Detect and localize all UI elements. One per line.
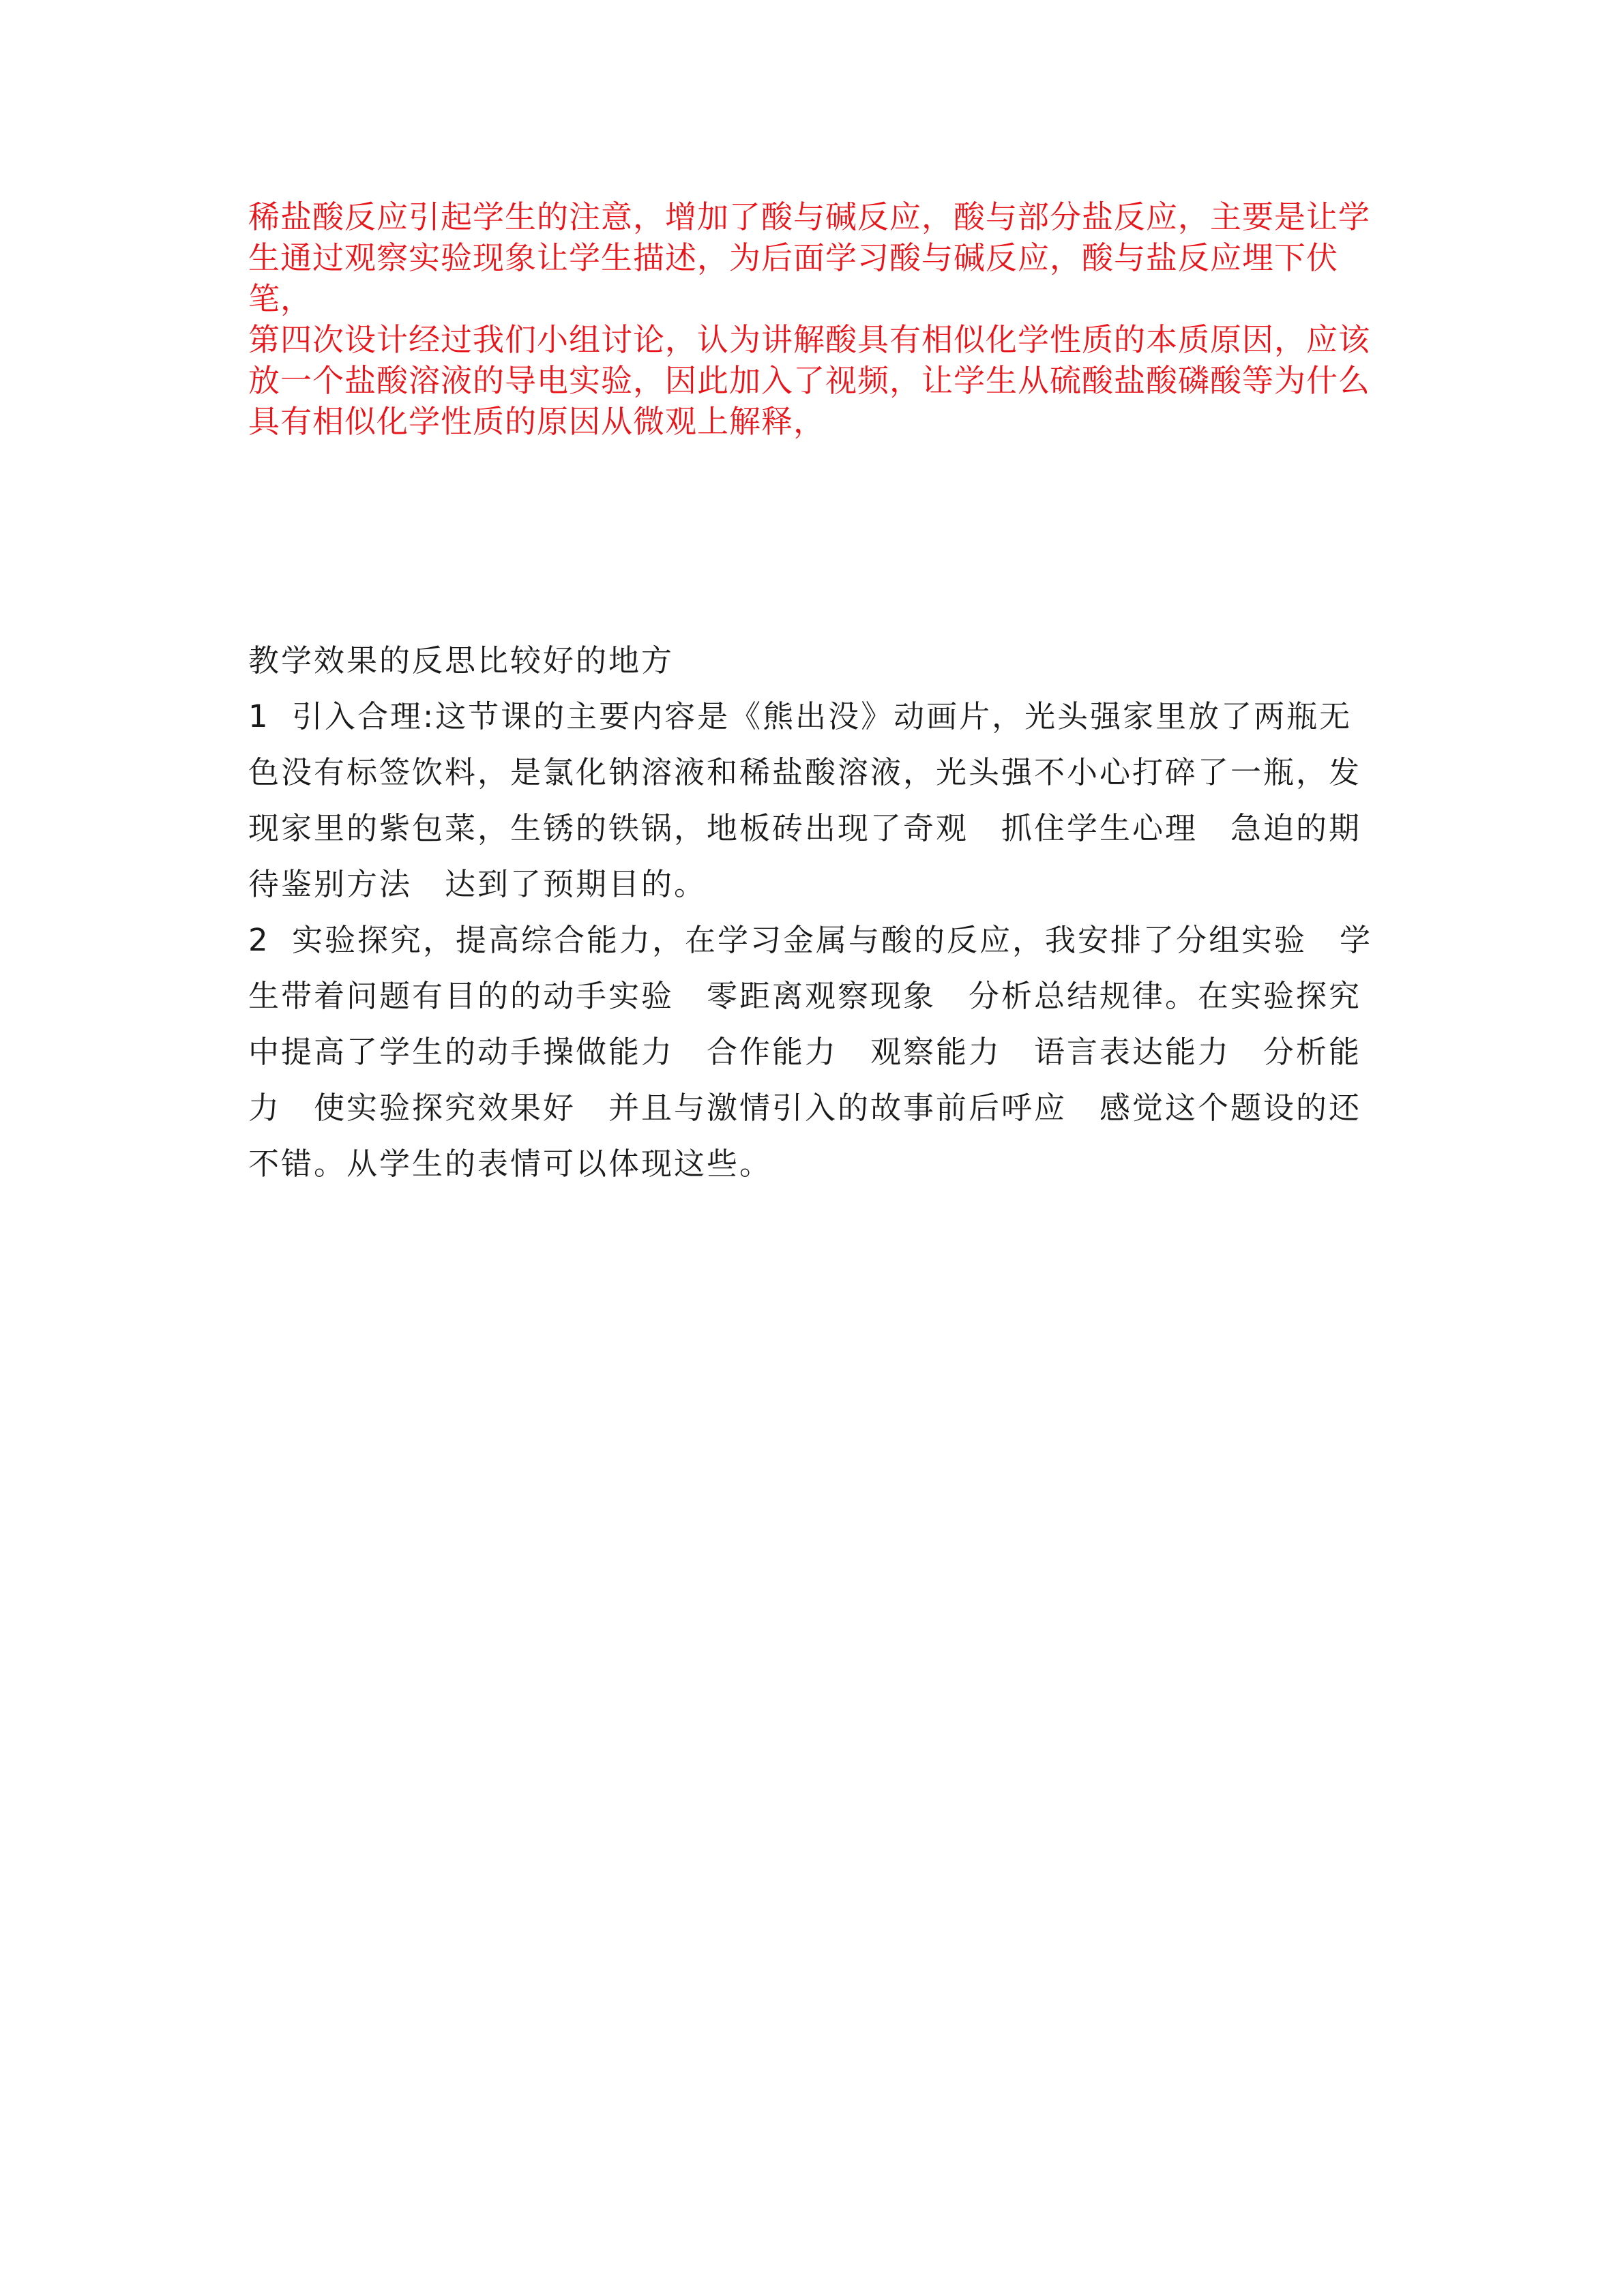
red-annotation-block [248, 196, 1381, 442]
red-paragraph-1: 稀盐酸反应引起学生的注意，增加了酸与碱反应，酸与部分盐反应，主要是让学生通过观察实验现象让学生描述，为后面学习酸与碱反应，酸与盐反应埋下伏笔， [248, 198, 1370, 317]
reflection-item-2 [248, 912, 1381, 1192]
red-paragraph-2: 第四次设计经过我们小组讨论，认为讲解酸具有相似化学性质的本质原因，应该放一个盐酸溶液的导电实验，因此加入了视频，让学生从硫酸盐酸磷酸等为什么具有相似化学性质的原因从微观上解释， [248, 321, 1370, 440]
reflection-heading: 教学效果的反思比较好的地方 [248, 642, 675, 679]
item-number: 2 [248, 922, 270, 958]
item-text: 实验探究，提高综合能力，在学习金属与酸的反应，我安排了分组实验 学生带着问题有目的的动手实验 零距离观察现象 分析总结规律。在实验探究中提高了学生的动手操做能力 合作能力 观察能力 语言表达能力 分析能力 使实验探究效果好 并且与激情引入的故事前后呼应 感觉这个题设的还不错。从学生的表情可以体现这些。 [248, 922, 1373, 1182]
item-number: 1 [248, 698, 270, 734]
item-text: 引入合理:这节课的主要内容是《熊出没》动画片，光头强家里放了两瓶无色没有标签饮料，是氯化钠溶液和稀盐酸溶液，光头强不小心打碎了一瓶，发现家里的紫包菜，生锈的铁锅，地板砖出现了奇观 抓住学生心理 急迫的期待鉴别方法 达到了预期目的。 [248, 698, 1362, 902]
reflection-section [248, 633, 1381, 1192]
reflection-item-1 [248, 689, 1381, 912]
